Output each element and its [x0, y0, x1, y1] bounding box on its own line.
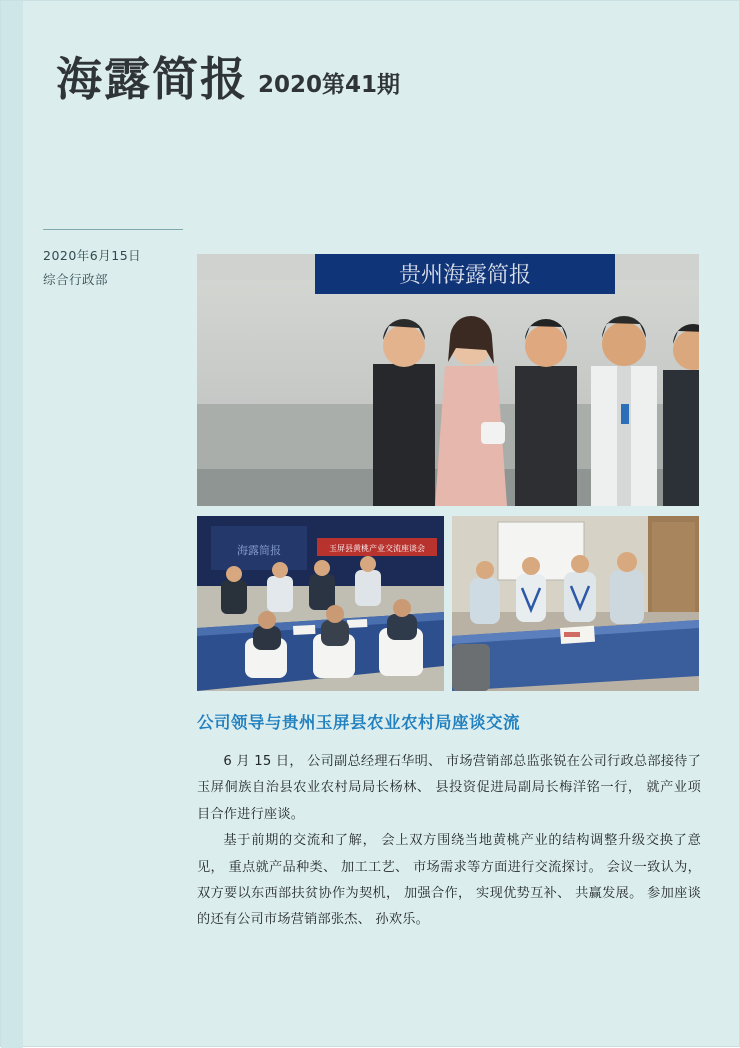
masthead-issue: 2020第41期: [258, 72, 401, 98]
svg-text:贵州海露简报: 贵州海露简报: [398, 263, 532, 288]
svg-text:海露简报: 海露简报: [237, 544, 281, 557]
article-paragraph-1: 6 月 15 日， 公司副总经理石华明、 市场营销部总监张锐在公司行政总部接待了玉屏侗族自治县农业农村局局长杨林、 县投资促进局副局长梅洋铭一行， 就产业项目合作进行座谈。: [197, 754, 701, 822]
masthead-title: 海露简报: [56, 52, 248, 106]
article-headline: 公司领导与贵州玉屏县农业农村局座谈交流: [197, 713, 520, 732]
svg-text:玉屏县黄桃产业交流座谈会: 玉屏县黄桃产业交流座谈会: [329, 544, 425, 553]
masthead: [56, 52, 401, 106]
article-body: [197, 749, 701, 934]
meta-block: [43, 229, 183, 292]
publish-date: 2020年6月15日: [43, 248, 142, 263]
group-photo-main: [197, 254, 699, 506]
meeting-photo-left: [197, 516, 444, 691]
meeting-photo-right: [452, 516, 699, 691]
left-accent-bar: [1, 1, 23, 1048]
department-name: 综合行政部: [43, 271, 109, 287]
article-paragraph-2: 基于前期的交流和了解， 会上双方围绕当地黄桃产业的结构调整升级交换了意见， 重点就产品种类、 加工工艺、 市场需求等方面进行交流探讨。 会议一致认为， 双方要以东西部扶贫协作为契机， 加强合作， 实现优势互补、 共赢发展。 参加座谈的还有公司市场营销部张杰、 孙欢乐。: [197, 833, 701, 928]
